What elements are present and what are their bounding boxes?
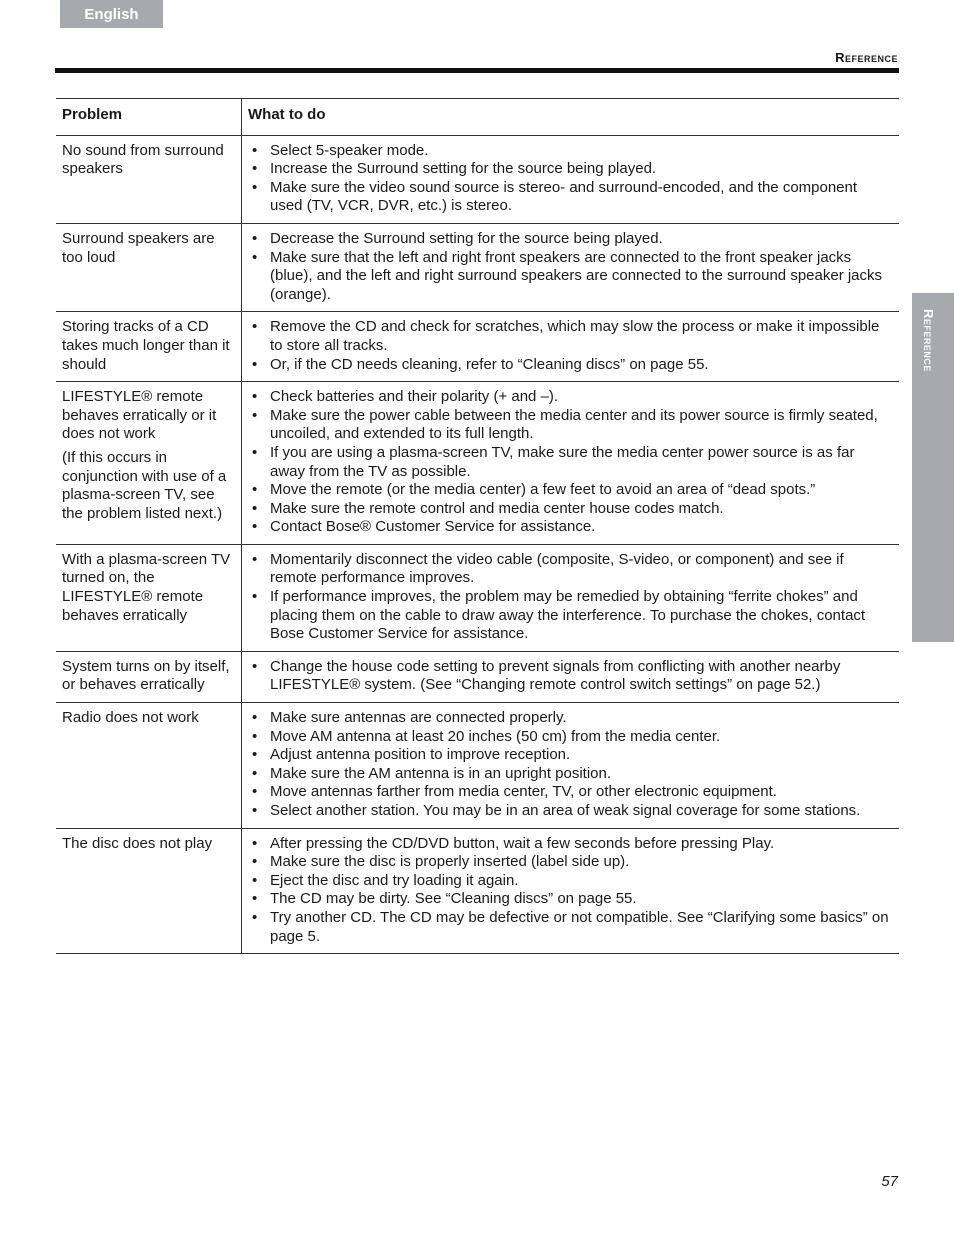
- solution-item: • Increase the Surround setting for the source being played.: [248, 160, 893, 179]
- header-what-to-do: What to do: [242, 99, 900, 136]
- what-to-do-cell: [242, 135, 900, 223]
- side-section-tab: [912, 293, 954, 642]
- solution-list: [248, 318, 893, 374]
- page-number: 57: [881, 1173, 898, 1190]
- solution-item: • Move AM antenna at least 20 inches (50 cm) from the media center.: [248, 728, 893, 747]
- table-header-row: [56, 99, 899, 136]
- what-to-do-cell: [242, 828, 900, 954]
- what-to-do-cell: [242, 544, 900, 651]
- table-row: [56, 703, 899, 829]
- problem-text: No sound from surround speakers: [62, 141, 224, 178]
- solution-item: • After pressing the CD/DVD button, wait a few seconds before pressing Play.: [248, 835, 893, 854]
- solution-item: • Make sure the video sound source is stereo- and surround-encoded, and the component used (TV, VCR, DVR, etc.) is stereo.: [248, 179, 893, 216]
- solution-item: • Adjust antenna position to improve reception.: [248, 746, 893, 765]
- problem-text: Storing tracks of a CD takes much longer than it should: [62, 318, 230, 373]
- solution-item: • Remove the CD and check for scratches, which may slow the process or make it impossible to store all tracks.: [248, 318, 893, 355]
- solution-item: • Move the remote (or the media center) a few feet to avoid an area of “dead spots.”: [248, 481, 893, 500]
- problem-text: Radio does not work: [62, 709, 199, 727]
- what-to-do-cell: [242, 651, 900, 702]
- solution-list: [248, 388, 893, 537]
- solution-item: • Make sure the power cable between the media center and its power source is firmly seated, uncoiled, and extended to its full length.: [248, 407, 893, 444]
- solution-list: [248, 551, 893, 644]
- problem-cell: [56, 135, 242, 223]
- table-row: [56, 828, 899, 954]
- problem-cell: [56, 382, 242, 545]
- solution-item: • Contact Bose® Customer Service for assistance.: [248, 518, 893, 537]
- solution-list: [248, 709, 893, 821]
- troubleshooting-table: [56, 98, 899, 954]
- solution-item: • Or, if the CD needs cleaning, refer to “Cleaning discs” on page 55.: [248, 356, 893, 375]
- language-tab: English: [60, 0, 163, 28]
- problem-cell: [56, 544, 242, 651]
- problem-text: Surround speakers are too loud: [62, 229, 215, 266]
- header-problem: Problem: [56, 99, 242, 136]
- solution-item: • Make sure antennas are connected properly.: [248, 709, 893, 728]
- header-rule: [55, 68, 899, 73]
- solution-item: • Momentarily disconnect the video cable (composite, S-video, or component) and see if remote performance improves.: [248, 551, 893, 588]
- table-row: [56, 382, 899, 545]
- solution-item: • Select another station. You may be in an area of weak signal coverage for some stations.: [248, 802, 893, 821]
- solution-item: • The CD may be dirty. See “Cleaning discs” on page 55.: [248, 890, 893, 909]
- table-row: [56, 651, 899, 702]
- table-body: [56, 135, 899, 954]
- problem-cell: [56, 828, 242, 954]
- table-row: [56, 312, 899, 382]
- table-row: [56, 223, 899, 311]
- problem-text: With a plasma-screen TV turned on, the LIFESTYLE® remote behaves erratically: [62, 550, 231, 624]
- problem-cell: [56, 223, 242, 311]
- solution-item: • Check batteries and their polarity (+ and –).: [248, 388, 893, 407]
- solution-item: • Make sure the AM antenna is in an upright position.: [248, 765, 893, 784]
- solution-list: [248, 658, 893, 695]
- table-row: [56, 135, 899, 223]
- solution-item: • Make sure that the left and right front speakers are connected to the front speaker jacks (blue), and the left and right surround speakers are connected to the surround speaker jacks (orange).: [248, 249, 893, 305]
- what-to-do-cell: [242, 382, 900, 545]
- solution-item: • Change the house code setting to prevent signals from conflicting with another nearby LIFESTYLE® system. (See “Changing remote control switch settings” on page 52.): [248, 658, 893, 695]
- solution-item: • Eject the disc and try loading it again.: [248, 872, 893, 891]
- solution-item: • Move antennas farther from media center, TV, or other electronic equipment.: [248, 783, 893, 802]
- side-tab-label: Reference: [921, 309, 936, 372]
- problem-text: LIFESTYLE® remote behaves erratically or it does not work: [62, 388, 217, 443]
- section-header: Reference: [835, 50, 898, 65]
- solution-list: [248, 835, 893, 947]
- solution-item: • Make sure the remote control and media center house codes match.: [248, 500, 893, 519]
- solution-item: • Select 5-speaker mode.: [248, 142, 893, 161]
- problem-text: System turns on by itself, or behaves erratically: [62, 657, 230, 694]
- solution-list: [248, 142, 893, 216]
- solution-item: • If performance improves, the problem may be remedied by obtaining “ferrite chokes” and placing them on the cable to draw away the interference. To purchase the chokes, contact Bose Customer Service for assistance.: [248, 588, 893, 644]
- solution-list: [248, 230, 893, 304]
- problem-cell: [56, 651, 242, 702]
- solution-item: • If you are using a plasma-screen TV, make sure the media center power source is as far away from the TV as possible.: [248, 444, 893, 481]
- what-to-do-cell: [242, 312, 900, 382]
- what-to-do-cell: [242, 703, 900, 829]
- problem-text: The disc does not play: [62, 834, 213, 852]
- problem-cell: [56, 312, 242, 382]
- table-row: [56, 544, 899, 651]
- solution-item: • Decrease the Surround setting for the source being played.: [248, 230, 893, 249]
- solution-item: • Make sure the disc is properly inserted (label side up).: [248, 853, 893, 872]
- what-to-do-cell: [242, 223, 900, 311]
- problem-text: (If this occurs in conjunction with use of a plasma-screen TV, see the problem listed next.): [62, 448, 227, 522]
- problem-cell: [56, 703, 242, 829]
- solution-item: • Try another CD. The CD may be defective or not compatible. See “Clarifying some basics” on page 5.: [248, 909, 893, 946]
